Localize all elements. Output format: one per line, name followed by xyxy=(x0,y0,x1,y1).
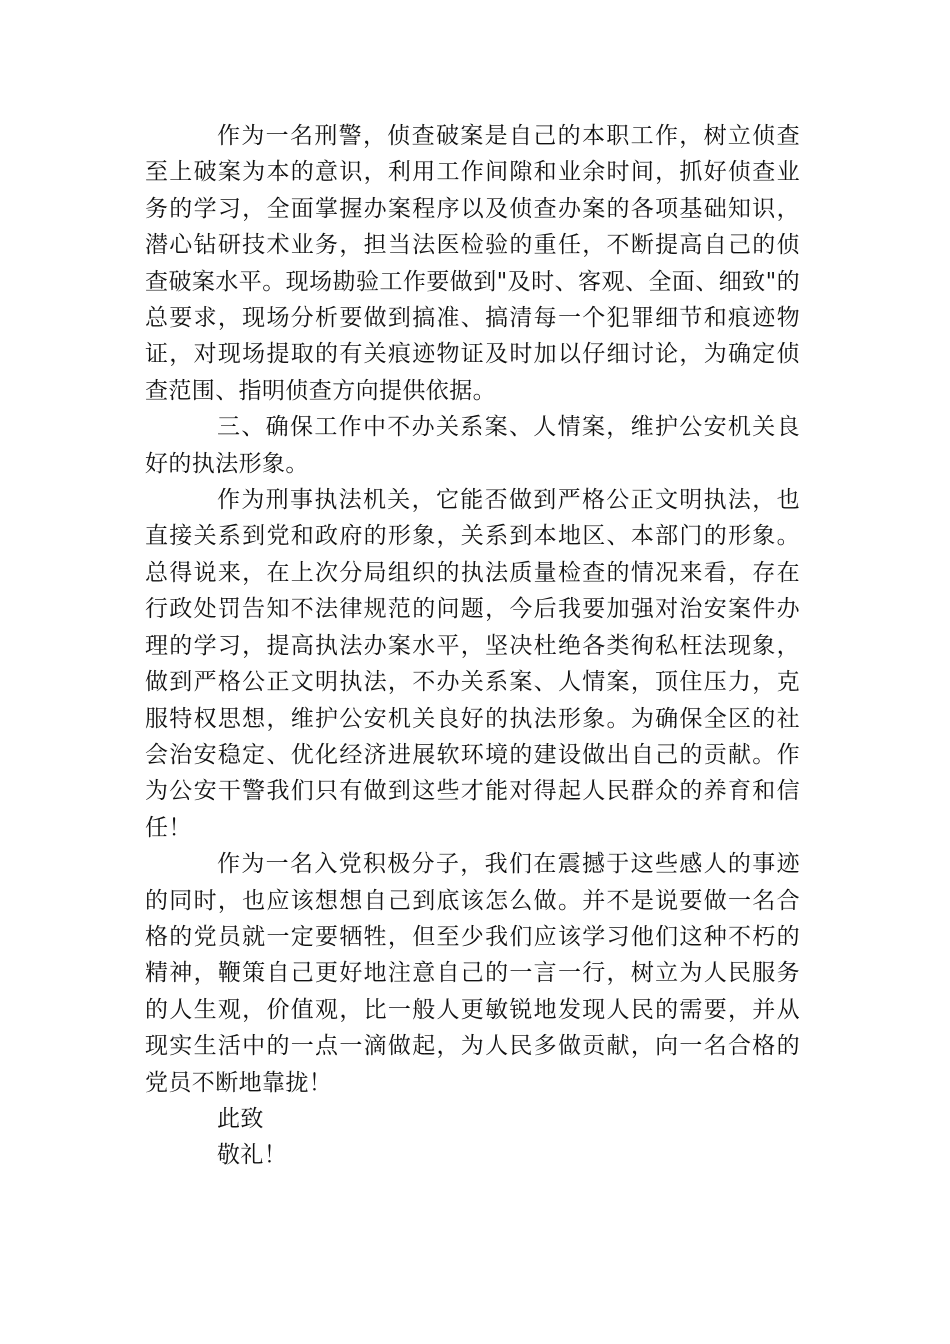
closing-salutation: 此致 xyxy=(217,1105,264,1132)
paragraph-party-activist: 作为一名入党积极分子，我们在震撼于这些感人的事迹的同时，也应该想想自己到底该怎么做。并不是说要做一名合格的党员就一定要牺牲，但至少我们应该学习他们这种不朽的精神，鞭策自己更好地注意自己的一言一行，树立为人民服务的人生观，价值观，比一般人更敏锐地发现人民的需要，并从现实生活中的一点一滴做起，为人民多做贡献，向一名合格的党员不断地靠拢！ xyxy=(145,851,800,1096)
closing-regards: 敬礼！ xyxy=(217,1142,288,1169)
document-page xyxy=(145,118,800,1174)
section-heading-three: 三、确保工作中不办关系案、人情案，维护公安机关良好的执法形象。 xyxy=(145,414,800,477)
paragraph-detective-duty: 作为一名刑警，侦查破案是自己的本职工作，树立侦查至上破案为本的意识，利用工作间隙和业余时间，抓好侦查业务的学习，全面掌握办案程序以及侦查办案的各项基础知识，潜心钻研技术业务，担当法医检验的重任，不断提高自己的侦查破案水平。现场勘验工作要做到"及时、客观、全面、细致"的总要求，现场分析要做到搞准、搞清每一个犯罪细节和痕迹物证，对现场提取的有关痕迹物证及时加以仔细讨论，为确定侦查范围、指明侦查方向提供依据。 xyxy=(145,123,800,404)
paragraph-law-enforcement: 作为刑事执法机关，它能否做到严格公正文明执法，也直接关系到党和政府的形象，关系到本地区、本部门的形象。总得说来，在上次分局组织的执法质量检查的情况来看，存在行政处罚告知不法律规范的问题，今后我要加强对治安案件办理的学习，提高执法办案水平，坚决杜绝各类徇私枉法现象，做到严格公正文明执法，不办关系案、人情案，顶住压力，克服特权思想，维护公安机关良好的执法形象。为确保全区的社会治安稳定、优化经济进展软环境的建设做出自己的贡献。作为公安干警我们只有做到这些才能对得起人民群众的养育和信任！ xyxy=(145,487,800,841)
